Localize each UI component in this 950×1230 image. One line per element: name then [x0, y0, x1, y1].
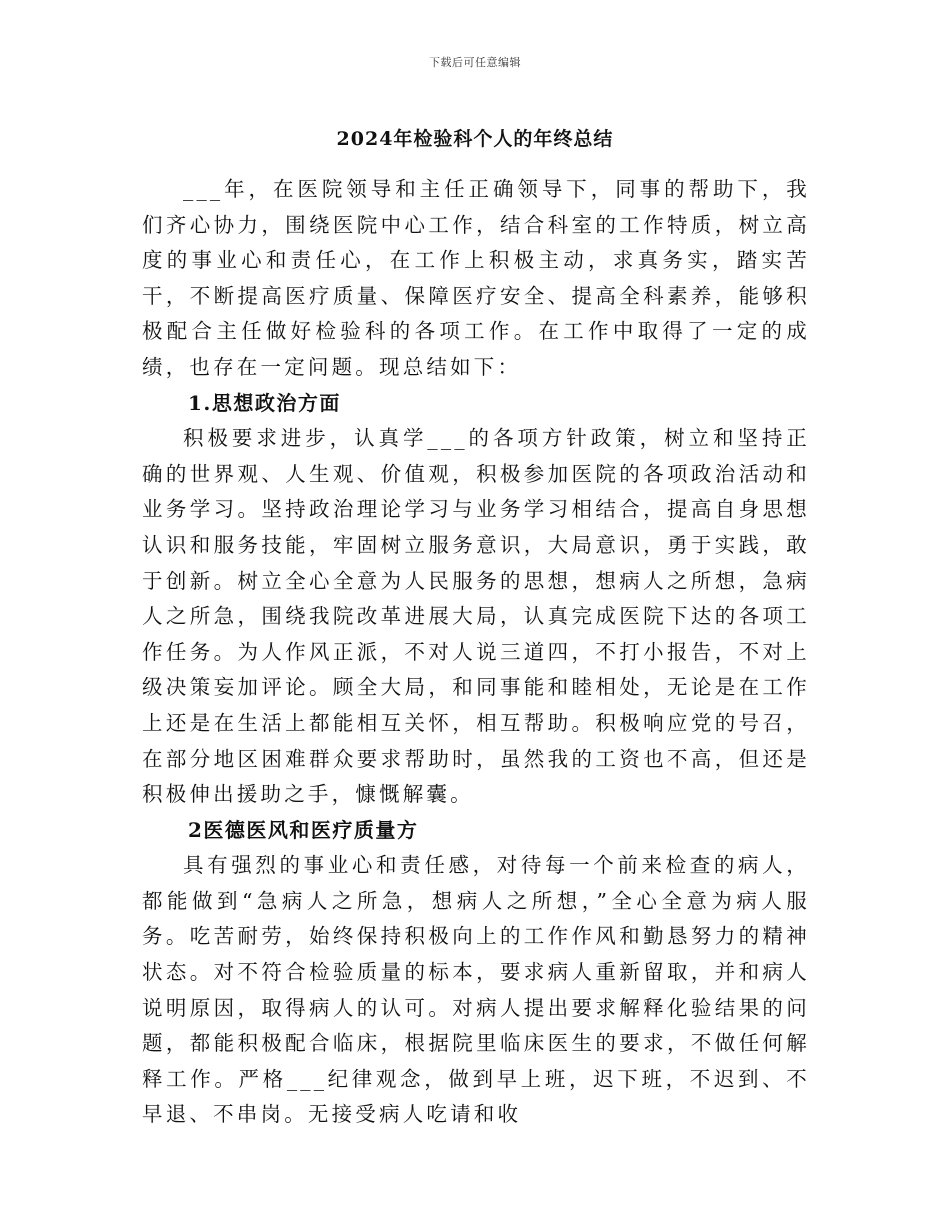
header-note: 下载后可任意编辑 [429, 56, 521, 69]
section-paragraph-ethics: 具有强烈的事业心和责任感，对待每一个前来检查的病人，都能做到“急病人之所急，想病人之所想，”全心全意为病人服务。吃苦耐劳，始终保持积极向上的工作作风和勤恳努力的精神状态。对不符合检验质量的标本，要求病人重新留取，并和病人说明原因，取得病人的认可。对病人提出要求解释化验结果的问题，都能积极配合临床，根据院里临床医生的要求，不做任何解释工作。严格___纪律观念，做到早上班，迟下班，不迟到、不早退、不串岗。无接受病人吃请和收 [142, 853, 810, 1127]
section-heading-ethics: 2医德医风和医疗质量方 [188, 817, 419, 842]
section-paragraph-political: 积极要求进步，认真学___的各项方针政策，树立和坚持正确的世界观、人生观、价值观，积极参加医院的各项政治活动和业务学习。坚持政治理论学习与业务学习相结合，提高自身思想认识和服务技能，牢固树立服务意识，大局意识，勇于实践，敢于创新。树立全心全意为人民服务的思想，想病人之所想，急病人之所急，围绕我院改革进展大局，认真完成医院下达的各项工作任务。为人作风正派，不对人说三道四，不打小报告，不对上级决策妄加评论。顾全大局，和同事能和睦相处，无论是在工作上还是在生活上都能相互关怀，相互帮助。积极响应党的号召，在部分地区困难群众要求帮助时，虽然我的工资也不高，但还是积极伸出援助之手，慷慨解囊。 [142, 426, 810, 807]
intro-paragraph: ___年，在医院领导和主任正确领导下，同事的帮助下，我们齐心协力，围绕医院中心工作，结合科室的工作特质，树立高度的事业心和责任心，在工作上积极主动，求真务实，踏实苦干，不断提高医疗质量、保障医疗安全、提高全科素养，能够积极配合主任做好检验科的各项工作。在工作中取得了一定的成绩，也存在一定问题。现总结如下： [142, 177, 810, 379]
document-body [142, 172, 810, 1133]
document-title: 2024年检验科个人的年终总结 [336, 128, 614, 150]
section-heading-political: 1.思想政治方面 [188, 390, 341, 415]
